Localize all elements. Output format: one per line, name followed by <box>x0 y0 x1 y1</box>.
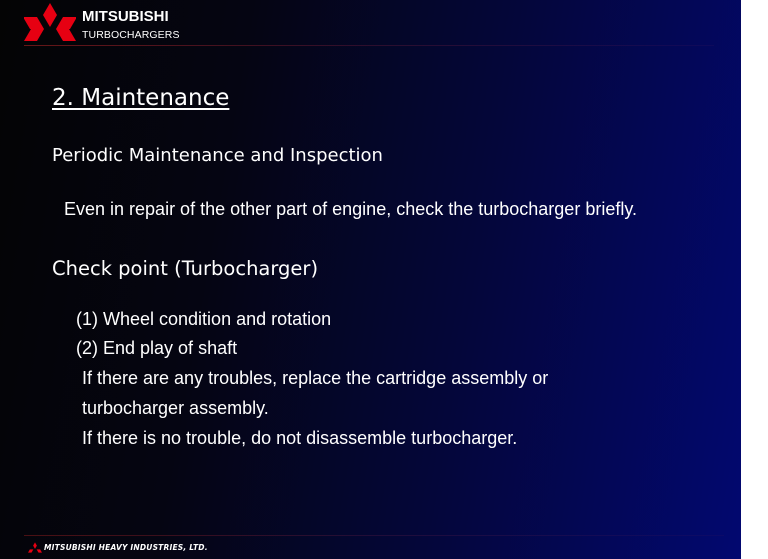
note-line: If there is no trouble, do not disassemble turbocharger. <box>82 428 518 448</box>
brand-name: MITSUBISHI <box>82 8 169 25</box>
section-subheading: Periodic Maintenance and Inspection <box>52 145 383 166</box>
intro-text: Even in repair of the other part of engine, check the turbocharger briefly. <box>64 199 637 219</box>
page-title: 2. Maintenance <box>52 85 230 111</box>
footer-logo-icon <box>28 542 42 553</box>
note-line: turbocharger assembly. <box>82 398 269 418</box>
check-point-heading: Check point (Turbocharger) <box>52 257 319 280</box>
footer-company: MITSUBISHI HEAVY INDUSTRIES, LTD. <box>44 543 208 552</box>
brand-subtitle: TURBOCHARGERS <box>82 29 180 41</box>
footer-divider <box>24 535 724 536</box>
three-diamonds-icon <box>24 3 76 41</box>
check-item: (2) End play of shaft <box>76 338 238 358</box>
check-item: (1) Wheel condition and rotation <box>76 309 332 329</box>
note-line: If there are any troubles, replace the cartridge assembly or <box>82 368 549 388</box>
header-divider <box>24 45 714 46</box>
page-margin <box>741 0 768 559</box>
